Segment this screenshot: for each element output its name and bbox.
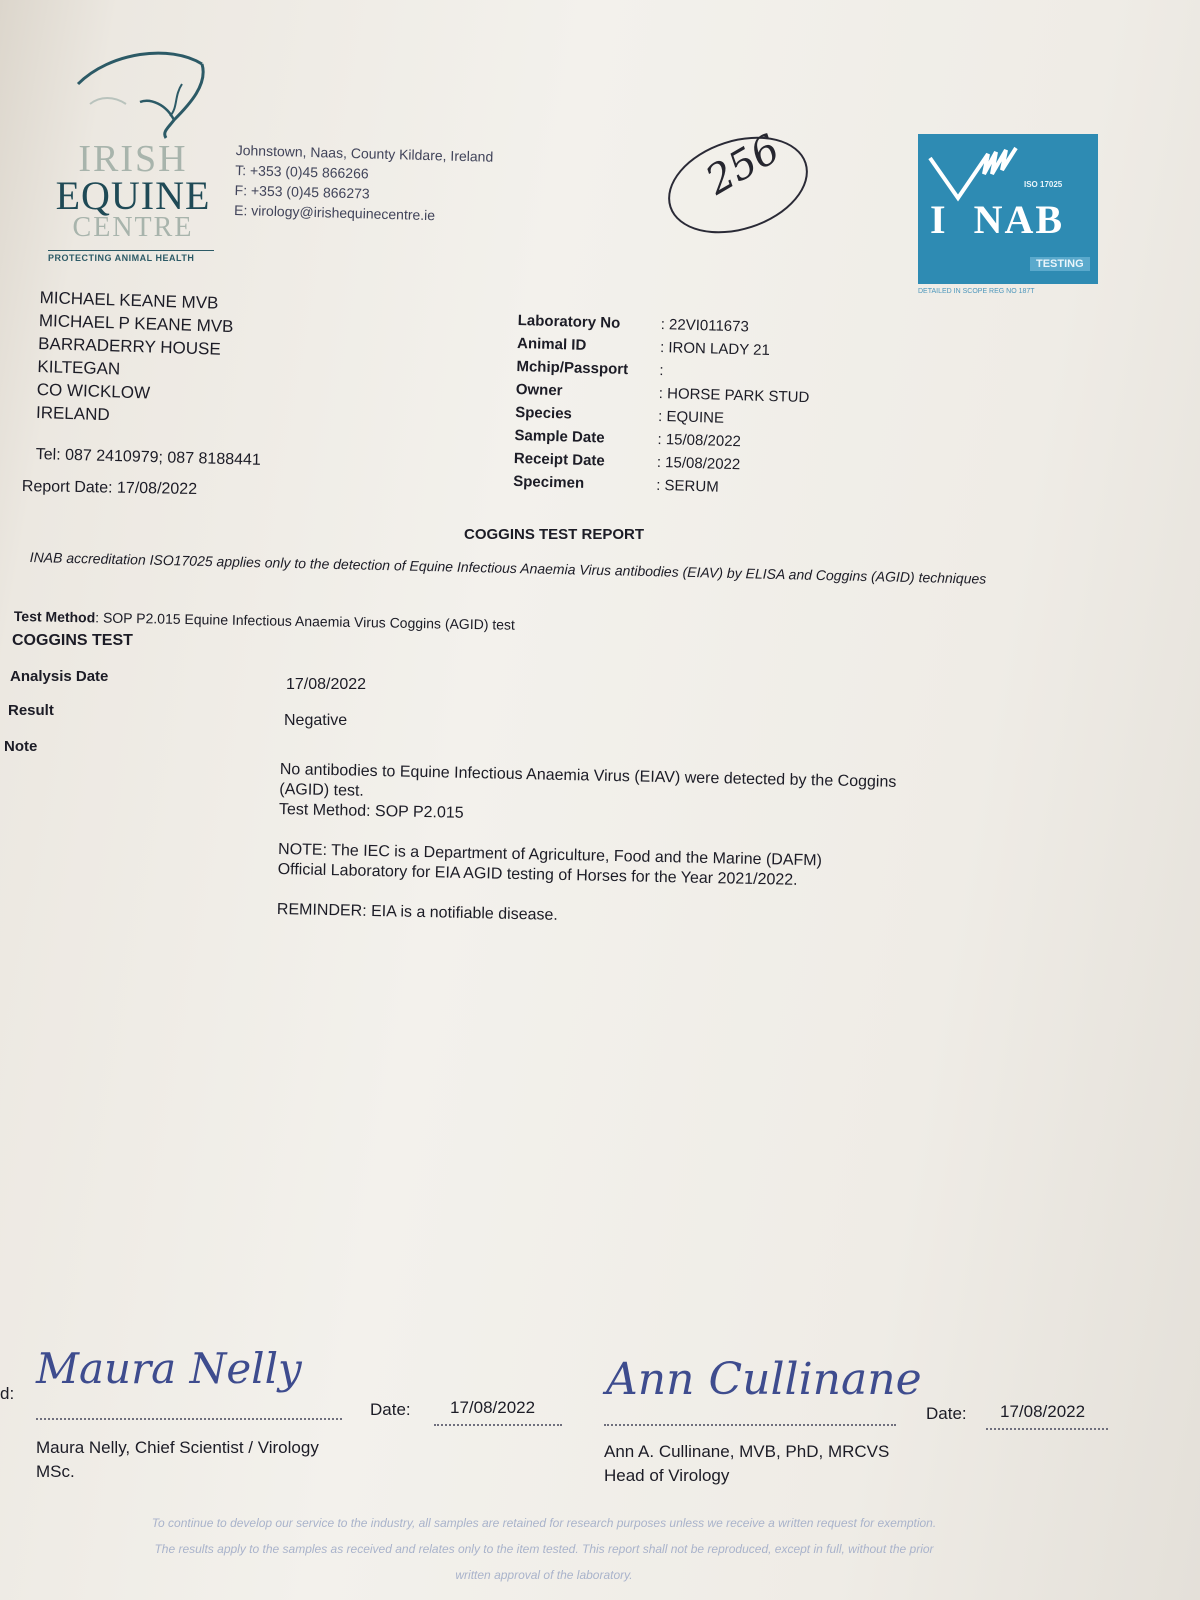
lab-fax: F: +353 (0)45 866273 (234, 181, 370, 202)
recipient-line: MICHAEL KEANE MVB (39, 287, 219, 313)
logo-equine: EQUINE (55, 173, 211, 218)
lab-contact (234, 140, 494, 227)
recipient-line: BARRADERRY HOUSE (37, 333, 222, 359)
result-label: Result (8, 702, 54, 719)
signature-left: Maura Nelly (36, 1344, 302, 1393)
inab-scope: DETAILED IN SCOPE REG NO 187T (918, 288, 1035, 295)
result-value: Negative (284, 712, 348, 729)
signatory-right (604, 1440, 889, 1488)
test-method (14, 608, 515, 633)
recipient-tel: Tel: 087 2410979; 087 8188441 (35, 446, 262, 469)
lab-phone: T: +353 (0)45 866266 (235, 161, 369, 182)
footer-line: To continue to develop our service to the industry, all samples are retained for research purposes unless we receive a written request for exemption. (151, 1516, 937, 1530)
report-date: Report Date: 17/08/2022 (21, 478, 198, 499)
info-value: : HORSE PARK STUD (658, 384, 810, 407)
footer-line: written approval of the laboratory. (455, 1568, 633, 1582)
info-label: Specimen (513, 472, 585, 492)
section-title: COGGINS TEST (12, 632, 133, 649)
signature-right: Ann Cullinane (606, 1354, 922, 1405)
inab-letter-i: I (930, 197, 948, 242)
signatory-right-name: Ann A. Cullinane, MVB, PhD, MRCVS (604, 1442, 890, 1461)
date-label-right: Date: (926, 1404, 967, 1423)
dafm-note: NOTE: The IEC is a Department of Agriculture, Food and the Marine (DAFM) Official Laboratory for EIA AGID testing of Horses for the Year 2021/2022. (277, 840, 823, 889)
date-value-right: 17/08/2022 (1000, 1402, 1086, 1421)
date-label-left: Date: (370, 1400, 411, 1419)
sample-info (513, 312, 812, 504)
inab-iso: ISO 17025 (1024, 180, 1063, 189)
info-label: Species (514, 403, 573, 423)
signatory-left-qual: MSc. (36, 1462, 75, 1481)
note-label: Note (4, 738, 38, 755)
recipient-address (36, 286, 235, 430)
info-label: Sample Date (514, 426, 605, 447)
signatory-left (36, 1436, 319, 1484)
note-line: No antibodies to Equine Infectious Anaemia Virus (EIAV) were detected by the Coggins (AGID) test. (279, 760, 897, 800)
signature-line-right (604, 1424, 896, 1426)
date-line-left (434, 1424, 562, 1426)
logo-centre: CENTRE (72, 212, 194, 243)
info-value: : SERUM (655, 476, 719, 496)
info-value: : 15/08/2022 (657, 430, 742, 451)
accreditation-note: INAB accreditation ISO17025 applies only to the detection of Equine Infectious Anaemia Virus antibodies (EIAV) by ELISA and Coggins (AGID) techniques (29, 548, 987, 587)
inab-letters-nab: NAB (973, 197, 1065, 242)
info-value: : IRON LADY 21 (659, 338, 771, 360)
date-value-left: 17/08/2022 (450, 1398, 536, 1417)
footer-line: The results apply to the samples as received and relates only to the item tested. This report shall not be reproduced, except in full, without the prior (154, 1542, 934, 1556)
lab-email: E: virology@irishequinecentre.ie (233, 201, 436, 224)
info-label: Owner (515, 380, 563, 400)
info-value: : 15/08/2022 (656, 453, 741, 474)
note-line: Test Method: SOP P2.015 (278, 800, 464, 822)
info-label: Receipt Date (513, 449, 605, 470)
info-value: : (659, 361, 664, 380)
inab-wordmark (930, 196, 1064, 243)
footer-disclaimer (24, 1510, 1064, 1588)
recipient-line: MICHAEL P KEANE MVB (38, 310, 234, 337)
inab-testing: TESTING (1030, 257, 1090, 271)
recipient-line: KILTEGAN (37, 356, 121, 379)
signatory-left-name: Maura Nelly, Chief Scientist / Virology (36, 1438, 319, 1457)
analysis-date-label: Analysis Date (10, 668, 109, 685)
report-title: COGGINS TEST REPORT (464, 526, 645, 543)
recipient-line: CO WICKLOW (36, 379, 151, 403)
signatory-right-title: Head of Virology (604, 1466, 730, 1485)
test-method-label: Test Method (13, 608, 96, 626)
analysis-date-value: 17/08/2022 (286, 676, 367, 693)
info-value: : 22VI011673 (660, 315, 750, 336)
horse-logo-icon (70, 44, 210, 140)
date-line-right (986, 1428, 1108, 1430)
lab-address: Johnstown, Naas, County Kildare, Ireland (235, 141, 494, 165)
logo-irish: IRISH (78, 138, 188, 180)
logo-tagline: PROTECTING ANIMAL HEALTH (48, 250, 214, 263)
recipient-line: IRELAND (35, 402, 110, 425)
info-label: Mchip/Passport (516, 357, 629, 379)
test-method-value: : SOP P2.015 Equine Infectious Anaemia Virus Coggins (AGID) test (95, 609, 516, 633)
info-label: Animal ID (516, 334, 587, 354)
note-body (276, 760, 920, 953)
signed-prefix: d: (0, 1384, 15, 1403)
reminder: REMINDER: EIA is a notifiable disease. (276, 900, 559, 924)
stamp-number: 256 (698, 125, 788, 205)
info-label: Laboratory No (517, 312, 621, 332)
info-value: : EQUINE (657, 407, 725, 427)
signature-line-left (36, 1418, 342, 1420)
